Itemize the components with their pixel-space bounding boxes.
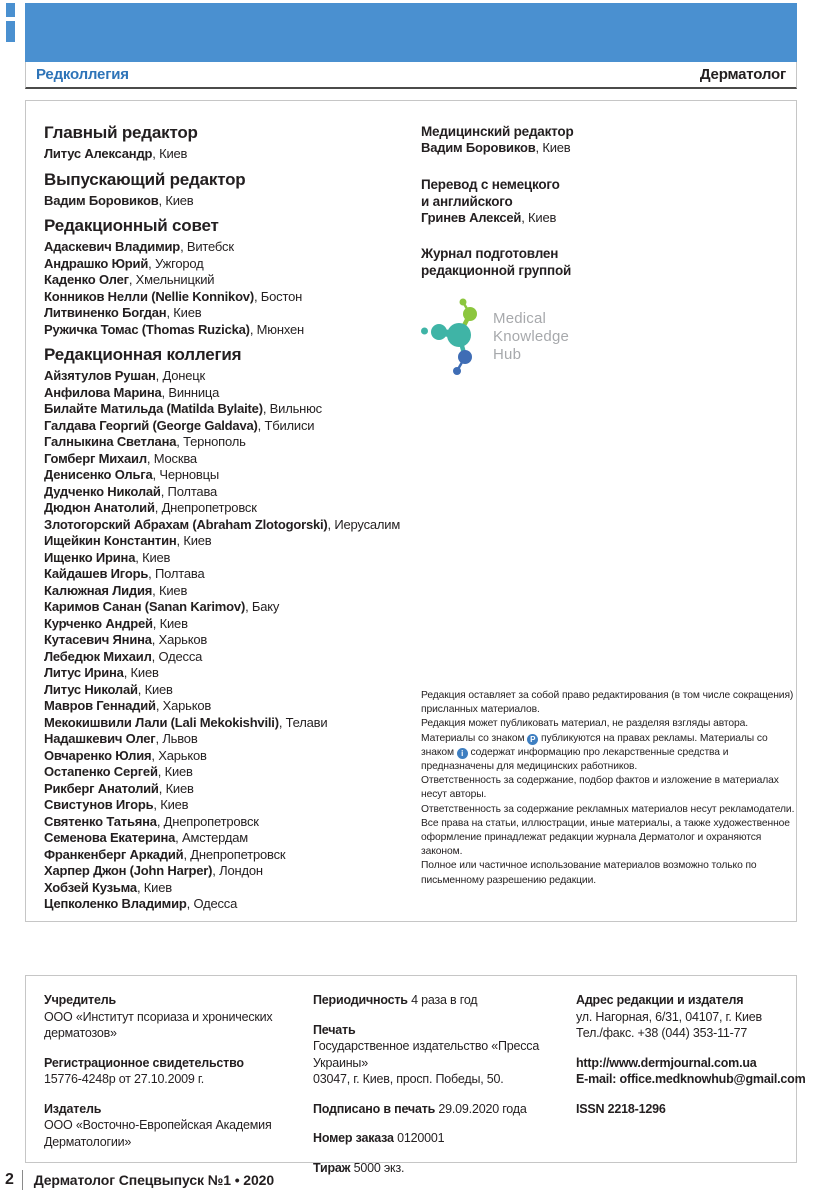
signed-block [313,1101,569,1118]
logo-word-medical: Medical [493,310,547,327]
periodicity-block [313,992,569,1009]
disclaimer-line: Редакция может публиковать материал, не разделяя взгляды автора. [421,718,748,730]
member-row: Ружичка Томас (Thomas Ruzicka) , Мюнхен [44,322,416,339]
chief-editor-entry: Литус Александр , Киев [44,146,416,163]
page-header [25,62,797,89]
member-row: Мавров Геннадий , Харьков [44,698,416,715]
circulation-label: Тираж [313,1160,351,1175]
journal-title: Дерматолог [699,66,786,83]
section-title: Редколлегия [36,66,129,83]
member-row: Курченко Андрей , Киев [44,616,416,633]
member-row: Денисенко Ольга , Черновцы [44,467,416,484]
member-row: Адаскевич Владимир , Витебск [44,239,416,256]
legal-disclaimer [421,689,801,888]
member-row: Свистунов Игорь , Киев [44,797,416,814]
info-mark-icon: i [457,748,468,759]
logo-wordmark [493,298,569,364]
registration-block [44,1055,326,1088]
disclaimer-line: Полное или частичное использование материалов возможно только по письменному разрешению редакции. [421,860,757,886]
top-banner [25,3,797,62]
member-row: Каримов Санан (Sanan Karimov) , Баку [44,599,416,616]
editorial-board-list [44,368,416,913]
imprint-column-contacts [576,992,806,1130]
medical-editor-block [421,123,799,157]
member-row: Рикберг Анатолий , Киев [44,781,416,798]
print-value-line1: Государственное издательство «Пресса Украины» [313,1039,540,1070]
address-label: Адрес редакции и издателя [576,993,744,1007]
disclaimer-line: Редакция оставляет за собой право редактирования (в том числе сокращения) присланных материалов. [421,690,794,716]
disclaimer-line: Все права на статьи, иллюстрации, иные материалы, а также художественное оформление принадлежат редакции журнала Дерматолог и охраняются законом. [421,817,790,858]
advertising-mark-icon: P [527,734,538,745]
imprint-column-founder [44,992,326,1163]
member-row: Литус Ирина , Киев [44,665,416,682]
member-row: Анфилова Марина , Винница [44,385,416,402]
disclaimer-line: Ответственность за содержание рекламных материалов несут рекламодатели. [421,803,795,815]
member-row: Ищенко Ирина , Киев [44,550,416,567]
logo-word-hub: Hub [493,346,522,363]
disclaimer-line: Материалы со знаком P публикуются на правах рекламы. Материалы со знаком i содержат информацию про лекарственные средства и предназначены для медицинских работников. [421,732,768,773]
member-row: Каденко Олег , Хмельницкий [44,272,416,289]
print-block [313,1022,569,1088]
address-line2: Тел./факс. +38 (044) 353-11-77 [576,1026,748,1040]
translation-block [421,176,799,227]
imprint-column-print [313,992,569,1189]
issue-title: Дерматолог Спецвыпуск №1 • 2020 [33,1172,275,1188]
disclaimer-line: Ответственность за содержание, подбор фактов и изложение в материалах несут авторы. [421,775,779,801]
registration-label: Регистрационное свидетельство [44,1055,244,1070]
member-row: Кутасевич Янина , Харьков [44,632,416,649]
member-row: Калюжная Лидия , Киев [44,583,416,600]
member-row: Андрашко Юрий , Ужгород [44,256,416,273]
member-row: Литус Николай , Киев [44,682,416,699]
order-value: 0120001 [397,1131,445,1145]
member-row: Ищейкин Константин , Киев [44,533,416,550]
member-row: Конников Нелли (Nellie Konnikov) , Бостон [44,289,416,306]
signed-label: Подписано в печать [313,1101,436,1116]
page-number: 2 [5,1171,14,1188]
signed-value: 29.09.2020 года [438,1101,527,1116]
chief-editor-heading: Главный редактор [44,123,198,142]
member-row: Надашкевич Олег , Львов [44,731,416,748]
founder-value: ООО «Институт псориаза и хронических дерматозов» [44,1009,273,1040]
editorial-council-list [44,239,416,338]
periodicity-value: 4 раза в год [411,993,478,1007]
founder-block [44,992,326,1042]
medical-editor-entry: Вадим Боровиков , Киев [421,140,799,157]
member-row: Дюдюн Анатолий , Днепропетровск [44,500,416,517]
periodicity-label: Периодичность [313,993,408,1007]
imprint-box [25,975,806,1175]
member-row: Харпер Джон (John Harper) , Лондон [44,863,416,880]
translation-heading-line2: и английского [421,193,513,209]
print-label: Печать [313,1022,356,1037]
publisher-value-line1: ООО «Восточно-Европейская Академия [44,1118,272,1132]
member-row: Хобзей Кузьма , Киев [44,880,416,897]
publisher-label: Издатель [44,1101,102,1116]
molecule-logo-icon [421,298,481,380]
registration-value: 15776-4248р от 27.10.2009 г. [44,1072,204,1086]
masthead-left-column [44,123,416,913]
publisher-value-line2: Дерматологии» [44,1134,132,1149]
member-row: Лебедюк Михаил , Одесса [44,649,416,666]
member-row: Святенко Татьяна , Днепропетровск [44,814,416,831]
member-row: Овчаренко Юлия , Харьков [44,748,416,765]
editorial-board-heading: Редакционная коллегия [44,345,242,364]
member-row: Семенова Екатерина , Амстердам [44,830,416,847]
address-block [576,992,791,1042]
issn: ISSN 2218-1296 [576,1101,666,1116]
member-row: Цепколенко Владимир , Одесса [44,896,416,913]
member-row: Галдава Георгий (George Galdava) , Тбилиси [44,418,416,435]
managing-editor-heading: Выпускающий редактор [44,169,246,189]
bleed-mark-bottom [6,21,15,42]
circulation-block [313,1160,569,1177]
prepared-note-line2: редакционной группой [421,263,572,278]
translation-heading-line1: Перевод с немецкого [421,176,560,192]
member-row: Франкенберг Аркадий , Днепропетровск [44,847,416,864]
medical-knowledge-hub-logo [421,298,799,380]
links-block [576,1055,806,1088]
website-link[interactable]: http://www.dermjournal.com.ua [576,1055,757,1070]
editorial-council-heading: Редакционный совет [44,216,219,235]
member-row: Галныкина Светлана , Тернополь [44,434,416,451]
masthead-box [25,100,797,922]
order-label: Номер заказа [313,1131,394,1145]
founder-label: Учредитель [44,993,116,1007]
managing-editor-entry: Вадим Боровиков , Киев [44,193,416,210]
member-row: Гомберг Михаил , Москва [44,451,416,468]
member-row: Мекокишвили Лали (Lali Mekokishvili) , Телави [44,715,416,732]
prepared-note-line1: Журнал подготовлен [421,246,559,261]
member-row: Литвиненко Богдан , Киев [44,305,416,322]
footer-divider [22,1170,23,1190]
print-value-line2: 03047, г. Киев, просп. Победы, 50. [313,1072,504,1086]
logo-word-knowledge: Knowledge [493,328,570,345]
bleed-mark-top [6,3,15,17]
member-row: Билайте Матильда (Matilda Bylaite) , Вильнюс [44,401,416,418]
translator-entry: Гринев Алексей , Киев [421,210,799,227]
publisher-block [44,1101,326,1151]
prepared-note [421,245,799,279]
member-row: Злотогорский Абрахам (Abraham Zlotogorski) , Иерусалим [44,517,416,534]
circulation-value: 5000 экз. [353,1160,405,1175]
medical-editor-heading: Медицинский редактор [421,124,574,139]
page-footer [5,1170,274,1190]
address-line1: ул. Нагорная, 6/31, 04107, г. Киев [576,1009,762,1024]
masthead-right-column [421,123,799,380]
member-row: Дудченко Николай , Полтава [44,484,416,501]
member-row: Айзятулов Рушан , Донецк [44,368,416,385]
member-row: Кайдашев Игорь , Полтава [44,566,416,583]
member-row: Остапенко Сергей , Киев [44,764,416,781]
email-link[interactable]: E-mail: office.medknowhub@gmail.com [576,1072,806,1086]
order-block [313,1130,569,1147]
